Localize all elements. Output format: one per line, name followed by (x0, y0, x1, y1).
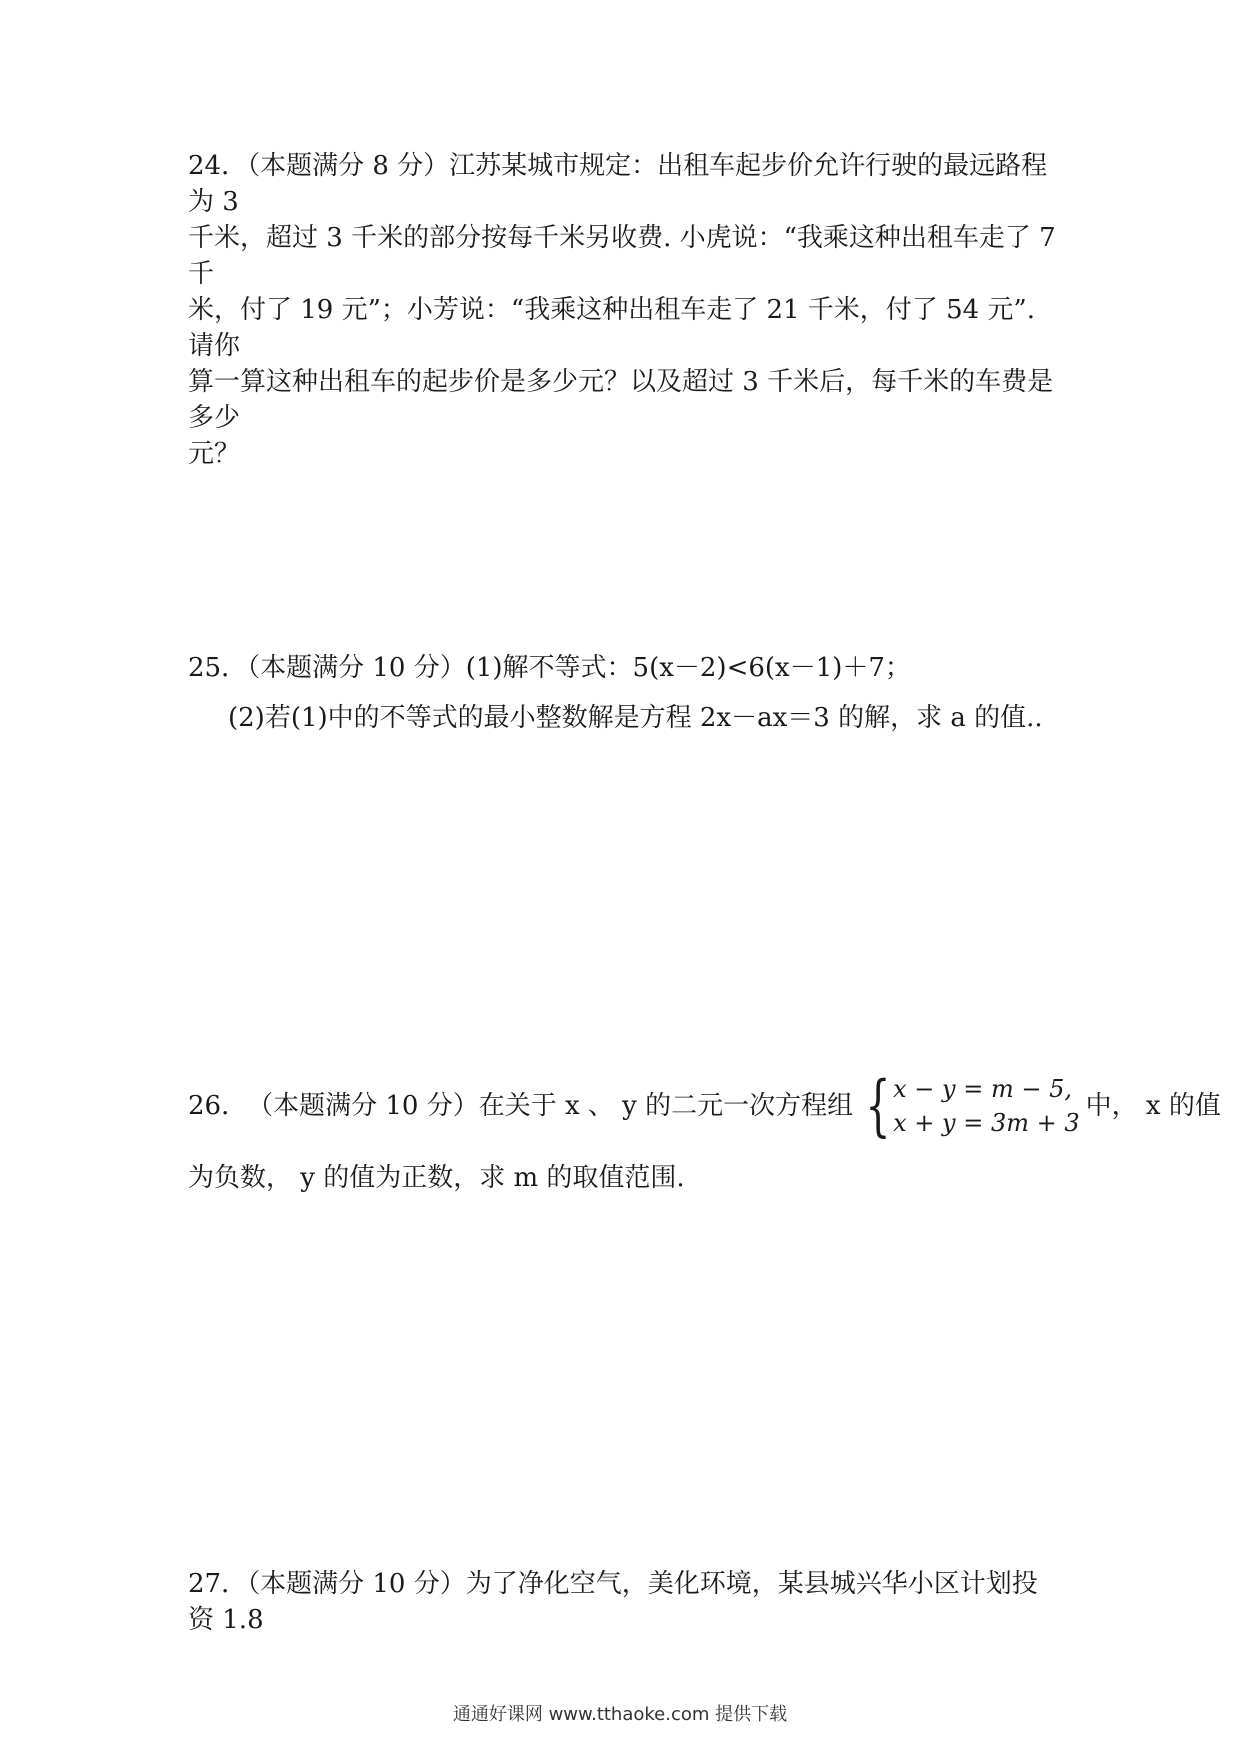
question-25-part-1: 25．（本题满分 10 分）(1)解不等式：5(x－2)<6(x－1)＋7； (188, 653, 911, 683)
question-27-line-1: 27．（本题满分 10 分）为了净化空气，美化环境，某县城兴华小区计划投资 1.8 (188, 1569, 1038, 1635)
question-24-line-5: 元？ (188, 439, 241, 469)
question-26-after: 中， x 的值 (1085, 1091, 1221, 1121)
question-25-part-2: (2)若(1)中的不等式的最小整数解是方程 2x－ax＝3 的解，求 a 的值.. (228, 703, 1043, 733)
equation-2: x + y = 3m + 3 (893, 1109, 1080, 1137)
question-24-number: 24． (188, 151, 248, 181)
question-26-line-2: 为负数， y 的值为正数，求 m 的取值范围. (188, 1163, 685, 1193)
question-26-number: 26． (188, 1091, 248, 1121)
question-26 (188, 1067, 1221, 1196)
equation-system (857, 1067, 1080, 1144)
page-footer: 通通好课网 www.tthaoke.com 提供下载 (452, 1704, 788, 1725)
equation-1: x − y = m − 5, (893, 1075, 1072, 1103)
question-24 (188, 148, 1063, 472)
question-24-line-1: 24．（本题满分 8 分）江苏某城市规定：出租车起步价允许行驶的最远路程为 3 (188, 151, 1048, 217)
question-26-intro: （本题满分 10 分）在关于 x 、 y 的二元一次方程组 (247, 1091, 854, 1121)
question-27-number: 27． (188, 1569, 248, 1599)
question-24-line-4: 算一算这种出租车的起步价是多少元？以及超过 3 千米后，每千米的车费是多少 (188, 367, 1054, 433)
question-24-line-3: 米，付了 19 元”；小芳说：“我乘这种出租车走了 21 千米，付了 54 元”. 请你 (188, 295, 1035, 361)
question-24-line-2: 千米，超过 3 千米的部分按每千米另收费. 小虎说：“我乘这种出租车走了 7 千 (188, 223, 1056, 289)
question-26-line-1 (188, 1067, 1221, 1144)
question-27 (188, 1566, 1063, 1638)
question-25 (188, 650, 1063, 736)
question-25-number: 25． (188, 653, 248, 683)
left-brace-icon: { (865, 1067, 891, 1144)
